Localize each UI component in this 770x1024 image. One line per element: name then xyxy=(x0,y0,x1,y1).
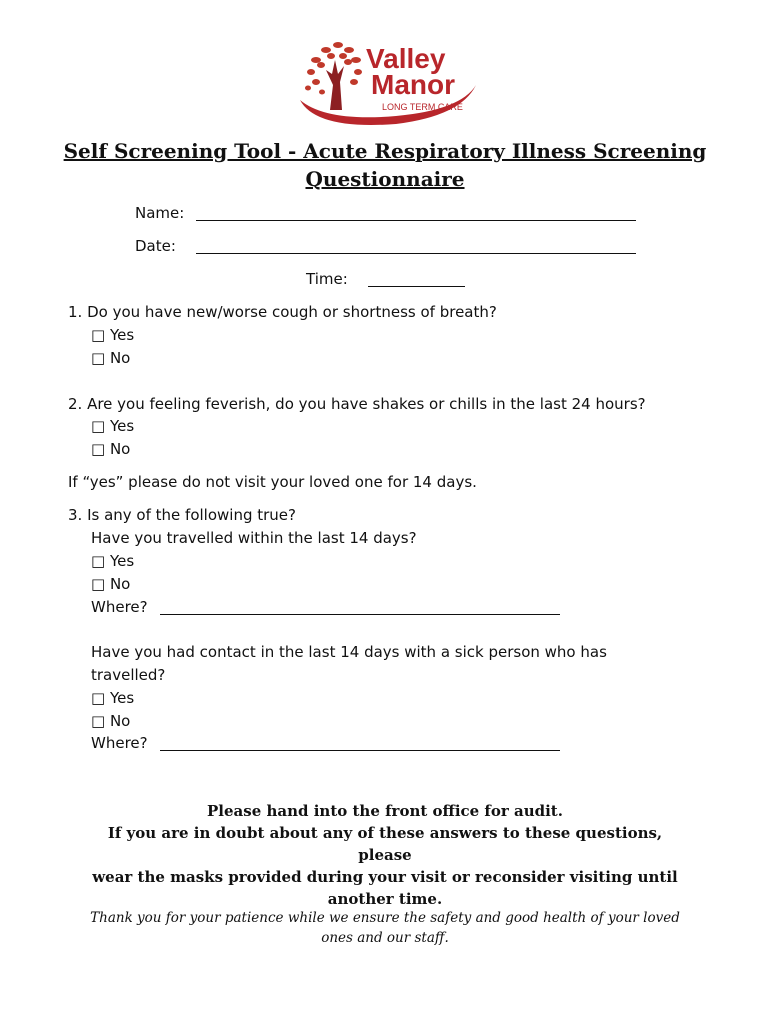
tree-logo-icon xyxy=(286,30,486,130)
q3a-no-checkbox[interactable]: □ No xyxy=(91,575,131,593)
q3a-where-label: Where? xyxy=(91,598,148,616)
footer-line-1: Please hand into the front office for audit. xyxy=(207,802,563,820)
footer-line-4: another time. xyxy=(327,890,443,908)
q2-yes-checkbox[interactable]: □ Yes xyxy=(91,417,135,435)
q1-no-checkbox[interactable]: □ No xyxy=(91,349,131,367)
date-input-line[interactable] xyxy=(196,237,636,254)
q3b-where-input-line[interactable] xyxy=(160,734,560,751)
name-field xyxy=(135,203,184,223)
q3b-no-checkbox[interactable]: □ No xyxy=(91,712,131,730)
question-2: 2. Are you feeling feverish, do you have shakes or chills in the last 24 hours? xyxy=(68,395,646,413)
q3b-text-line-2: travelled? xyxy=(91,666,166,684)
question-3: 3. Is any of the following true? xyxy=(68,506,296,524)
form-title-line-1: Self Screening Tool - Acute Respiratory Illness Screening xyxy=(63,139,707,163)
date-label: Date: xyxy=(135,237,176,255)
thanks-line-2: ones and our staff. xyxy=(321,930,449,946)
form-title xyxy=(60,137,710,193)
svg-text:LONG TERM CARE: LONG TERM CARE xyxy=(382,102,463,112)
time-label: Time: xyxy=(306,270,348,288)
q1-yes-checkbox[interactable]: □ Yes xyxy=(91,326,135,344)
warning-text: If “yes” please do not visit your loved one for 14 days. xyxy=(68,473,477,491)
q3b-text-line-1: Have you had contact in the last 14 days with a sick person who has xyxy=(91,643,607,661)
valley-manor-logo xyxy=(286,30,486,130)
q3a-yes-checkbox[interactable]: □ Yes xyxy=(91,552,135,570)
date-field xyxy=(135,236,176,256)
thank-you-note xyxy=(80,908,690,948)
svg-text:Manor: Manor xyxy=(371,69,455,100)
footer-line-2: If you are in doubt about any of these answers to these questions, please xyxy=(107,824,663,864)
footer-line-3: wear the masks provided during your visit or reconsider visiting until xyxy=(92,868,678,886)
form-title-line-2: Questionnaire xyxy=(305,167,465,191)
footer-instructions xyxy=(80,800,690,910)
name-input-line[interactable] xyxy=(196,204,636,221)
thanks-line-1: Thank you for your patience while we ensure the safety and good health of your loved xyxy=(90,910,680,926)
q3a-text: Have you travelled within the last 14 days? xyxy=(91,529,417,547)
q2-no-checkbox[interactable]: □ No xyxy=(91,440,131,458)
time-input-line[interactable] xyxy=(368,270,465,287)
name-label: Name: xyxy=(135,204,185,222)
time-field xyxy=(306,269,348,289)
q3a-where-input-line[interactable] xyxy=(160,598,560,615)
question-1: 1. Do you have new/worse cough or shortness of breath? xyxy=(68,303,497,321)
q3b-yes-checkbox[interactable]: □ Yes xyxy=(91,689,135,707)
svg-text:Valley: Valley xyxy=(366,43,446,74)
q3b-where-label: Where? xyxy=(91,734,148,752)
